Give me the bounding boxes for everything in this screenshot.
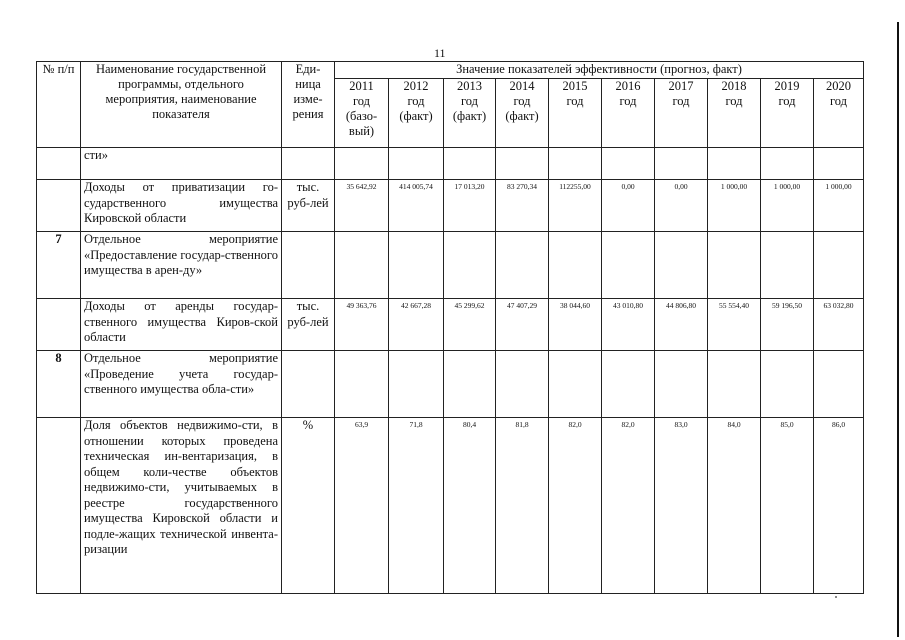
header-year-line: 2016	[615, 79, 641, 93]
header-year-2011	[335, 79, 389, 148]
header-year-line: год	[407, 94, 425, 108]
header-year-line: год	[513, 94, 531, 108]
value-cell: 85,0	[761, 418, 814, 594]
header-year-line: 2015	[562, 79, 588, 93]
value-cell: 43 010,80	[602, 299, 655, 351]
header-year-line: год	[672, 94, 690, 108]
row-name-privatization: Доходы от приватизации го-сударственного имущества Кировской области	[81, 180, 282, 232]
header-year-line: год	[566, 94, 584, 108]
header-year-line	[604, 124, 652, 139]
header-year-line	[551, 109, 599, 124]
header-year-line: 2011	[349, 79, 374, 93]
header-year-line	[710, 109, 758, 124]
header-year-line: (факт)	[505, 109, 539, 123]
row-unit-rent: тыс. руб-лей	[282, 299, 335, 351]
header-year-line: год	[778, 94, 796, 108]
value-cell: 82,0	[549, 418, 602, 594]
header-year-line: (факт)	[399, 109, 433, 123]
indicators-table	[36, 61, 864, 594]
header-year-line: вый)	[348, 124, 375, 138]
cell-num	[37, 180, 81, 232]
header-year-2018	[708, 79, 761, 148]
value-cell: 81,8	[496, 418, 549, 594]
header-year-line	[710, 124, 758, 139]
row-num-7: 7	[37, 232, 81, 299]
value-cell: 80,4	[444, 418, 496, 594]
value-cell: 35 642,92	[335, 180, 389, 232]
header-values-group: Значение показателей эффективности (прогноз, факт)	[335, 62, 864, 79]
table-row-rent	[37, 299, 864, 351]
value-cell: 0,00	[602, 180, 655, 232]
header-year-2012	[389, 79, 444, 148]
scan-speck	[835, 596, 837, 598]
header-year-2015	[549, 79, 602, 148]
value-cell: 42 667,28	[389, 299, 444, 351]
header-year-line	[446, 124, 493, 139]
value-cell: 17 013,20	[444, 180, 496, 232]
header-year-line: год	[352, 94, 371, 108]
header-year-line: год	[619, 94, 637, 108]
header-num: № п/п	[37, 62, 81, 148]
header-year-2020	[814, 79, 864, 148]
row-name-continuation: сти»	[81, 148, 282, 180]
table-row-privatization	[37, 180, 864, 232]
header-year-2017	[655, 79, 708, 148]
cell-num	[37, 299, 81, 351]
header-year-2019	[761, 79, 814, 148]
header-year-line	[657, 124, 705, 139]
header-year-line	[391, 124, 441, 139]
header-year-line: (базо-	[345, 109, 378, 123]
value-cell: 112255,00	[549, 180, 602, 232]
value-cell: 45 299,62	[444, 299, 496, 351]
table-row-share	[37, 418, 864, 594]
page-number: 11	[434, 46, 446, 60]
cell-num	[37, 418, 81, 594]
header-year-line	[816, 124, 861, 139]
table-row-continuation	[37, 148, 864, 180]
table-row-measure-8	[37, 351, 864, 418]
header-year-2013	[444, 79, 496, 148]
scan-edge-line	[897, 22, 899, 637]
row-unit-privatization: тыс. руб-лей	[282, 180, 335, 232]
value-cell: 86,0	[814, 418, 864, 594]
header-year-line: 2020	[826, 79, 851, 93]
value-cell: 38 044,60	[549, 299, 602, 351]
header-year-2016	[602, 79, 655, 148]
header-unit: Еди-ница изме-рения	[282, 62, 335, 148]
row-unit-share: %	[282, 418, 335, 594]
header-year-line	[763, 109, 811, 124]
value-cell: 83,0	[655, 418, 708, 594]
row-name-measure-8: Отдельное мероприятие «Проведение учета государ-ственного имущества обла-сти»	[81, 351, 282, 418]
header-year-line: 2017	[668, 79, 694, 93]
header-year-line: год	[460, 94, 479, 108]
header-name: Наименование государственной программы, отдельного мероприятия, наименование показателя	[81, 62, 282, 148]
header-year-line	[551, 124, 599, 139]
value-cell: 55 554,40	[708, 299, 761, 351]
header-year-line	[604, 109, 652, 124]
header-year-line: 2012	[403, 79, 429, 93]
value-cell: 59 196,50	[761, 299, 814, 351]
value-cell: 49 363,76	[335, 299, 389, 351]
header-year-line	[498, 124, 546, 139]
value-cell: 0,00	[655, 180, 708, 232]
header-year-line: год	[829, 94, 848, 108]
value-cell: 1 000,00	[761, 180, 814, 232]
value-cell: 1 000,00	[814, 180, 864, 232]
row-name-measure-7: Отдельное мероприятие «Предоставление государ-ственного имущества в арен-ду»	[81, 232, 282, 299]
value-cell: 83 270,34	[496, 180, 549, 232]
value-cell: 82,0	[602, 418, 655, 594]
header-year-line: 2014	[509, 79, 535, 93]
table-row-measure-7	[37, 232, 864, 299]
value-cell: 44 806,80	[655, 299, 708, 351]
value-cell: 63,9	[335, 418, 389, 594]
row-name-share: Доля объектов недвижимо-сти, в отношении которых проведена техническая ин-вентаризация, в общем коли-честве объектов недвижимо-сти, учитываемых в реестре государственного имущества Кировской области и подле-жащих технической инвента-ризации	[81, 418, 282, 594]
value-cell: 414 005,74	[389, 180, 444, 232]
header-year-line: 2013	[457, 79, 482, 93]
value-cell: 71,8	[389, 418, 444, 594]
header-year-line	[816, 109, 861, 124]
row-name-rent: Доходы от аренды государ-ственного имущества Киров-ской области	[81, 299, 282, 351]
header-year-line: год	[725, 94, 743, 108]
header-year-line	[763, 124, 811, 139]
row-num-8: 8	[37, 351, 81, 418]
value-cell: 47 407,29	[496, 299, 549, 351]
cell-unit	[282, 148, 335, 180]
value-cell: 63 032,80	[814, 299, 864, 351]
header-year-2014	[496, 79, 549, 148]
header-year-line: (факт)	[452, 109, 487, 123]
header-year-line: 2018	[721, 79, 747, 93]
header-row-1	[37, 62, 864, 79]
cell-num	[37, 148, 81, 180]
header-year-line	[657, 109, 705, 124]
header-year-line: 2019	[774, 79, 800, 93]
value-cell: 84,0	[708, 418, 761, 594]
value-cell: 1 000,00	[708, 180, 761, 232]
